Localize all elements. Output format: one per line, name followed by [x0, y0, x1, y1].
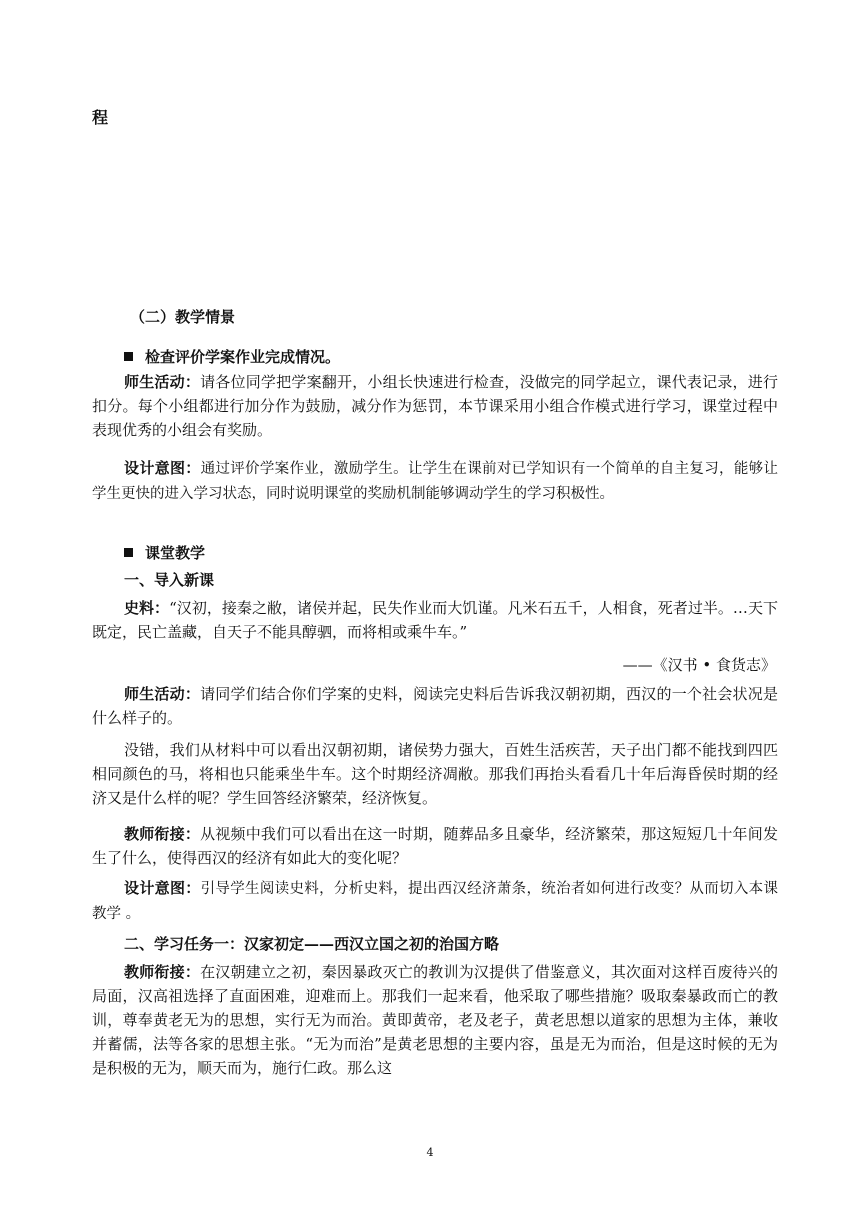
heading: 一、导入新课	[124, 571, 215, 589]
paragraph-label: 设计意图：	[124, 879, 201, 897]
paragraph-label: 教师衔接：	[124, 963, 201, 981]
paragraph	[92, 456, 778, 506]
paragraph	[92, 370, 778, 442]
paragraph-text: 从视频中我们可以看出在这一时期，随葬品多且豪华，经济繁荣，那这短短几十年间发生了什么，使得西汉的经济有如此大的变化呢？	[92, 825, 778, 867]
page-top-stub: 程	[92, 108, 109, 127]
source-citation: ——《汉书 • 食货志》	[622, 656, 776, 674]
bullet-text: 课堂教学	[145, 544, 206, 562]
paragraph	[92, 960, 778, 1080]
paragraph-text: 请同学们结合你们学案的史料，阅读完史料后告诉我汉朝初期，西汉的一个社会状况是什么样子的。	[92, 685, 778, 727]
bullet-item	[124, 542, 205, 563]
paragraph-text: 在汉朝建立之初，秦因暴政灭亡的教训为汉提供了借鉴意义，其次面对这样百废待兴的局面，汉高祖选择了直面困难，迎难而上。那我们一起来看，他采取了哪些措施？吸取秦暴政而亡的教训，尊奉黄老无为的思想，实行无为而治。黄即黄帝，老及老子，黄老思想以道家的思想为主体，兼收并蓄儒，法等各家的思想主张。“无为而治”是黄老思想的主要内容，虽是无为而治，但是这时候的无为是积极的无为，顺天而为，施行仁政。那么这	[92, 963, 778, 1077]
paragraph	[92, 876, 778, 926]
paragraph-label: 设计意图：	[124, 459, 201, 477]
paragraph-text: 通过评价学案作业，激励学生。让学生在课前对已学知识有一个简单的自主复习，能够让学生更快的进入学习状态，同时说明课堂的奖励机制能够调动学生的学习积极性。	[92, 461, 778, 502]
heading: 二、学习任务一：汉家初定——西汉立国之初的治国方略	[124, 935, 500, 953]
bullet-square-icon	[124, 548, 133, 557]
paragraph-label: 史料：	[124, 599, 170, 617]
paragraph	[92, 738, 778, 810]
paragraph-text: 没错，我们从材料中可以看出汉朝初期，诸侯势力强大，百姓生活疾苦，天子出门都不能找到四匹相同颜色的马，将相也只能乘坐牛车。这个时期经济凋敝。那我们再抬头看看几十年后海昏侯时期的经济又是什么样的呢？学生回答经济繁荣，经济恢复。	[92, 741, 778, 807]
paragraph-label: 教师衔接：	[124, 825, 201, 843]
paragraph-label: 师生活动：	[124, 685, 201, 703]
paragraph-text: “汉初，接秦之敝，诸侯并起，民失作业而大饥谨。凡米石五千，人相食，死者过半。…天下既定，民亡盖藏，自天子不能具醇驷，而将相或乘牛车。”	[92, 599, 778, 641]
paragraph	[92, 822, 778, 870]
paragraph	[92, 682, 778, 730]
paragraph-text: 请各位同学把学案翻开，小组长快速进行检查，没做完的同学起立，课代表记录，进行扣分。每个小组都进行加分作为鼓励，减分作为惩罚，本节课采用小组合作模式进行学习，课堂过程中表现优秀的小组会有奖励。	[92, 373, 778, 439]
page-number: 4	[426, 1146, 434, 1159]
paragraph	[92, 596, 778, 644]
bullet-item	[124, 346, 340, 367]
paragraph-label: 师生活动：	[124, 373, 201, 391]
section-title: （二）教学情景	[130, 308, 236, 326]
bullet-square-icon	[124, 352, 133, 361]
paragraph-text: 引导学生阅读史料，分析史料，提出西汉经济萧条，统治者如何进行改变？从而切入本课教学 。	[92, 881, 778, 922]
bullet-text: 检查评价学案作业完成情况。	[145, 348, 341, 366]
